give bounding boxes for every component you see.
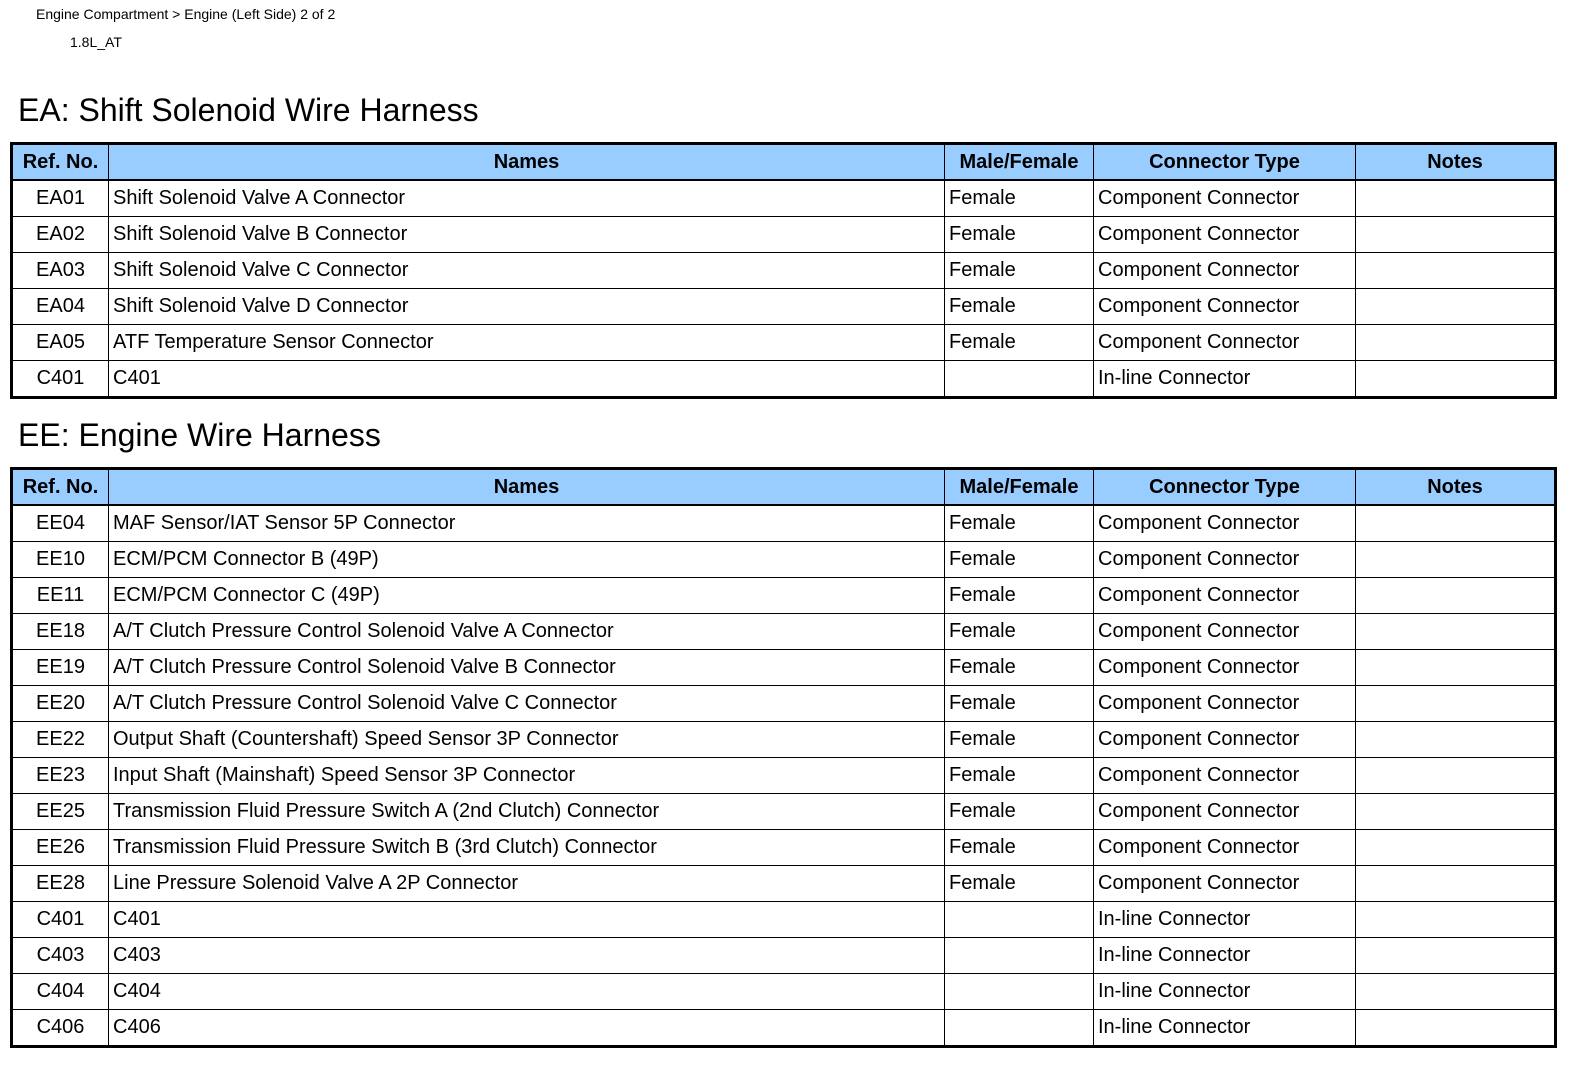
engine-variant-label: 1.8L_AT [70, 34, 122, 50]
column-header-male-female: Male/Female [945, 144, 1094, 181]
column-header-ref: Ref. No. [12, 144, 109, 181]
name-cell: Shift Solenoid Valve C Connector [109, 253, 945, 289]
notes-cell [1356, 794, 1556, 830]
name-cell: C404 [109, 974, 945, 1010]
ref-cell: EA02 [12, 217, 109, 253]
male-female-cell [945, 938, 1094, 974]
notes-cell [1356, 722, 1556, 758]
table-body [12, 180, 1556, 398]
ref-cell: EE04 [12, 505, 109, 542]
ref-cell: EE25 [12, 794, 109, 830]
name-cell: A/T Clutch Pressure Control Solenoid Valve C Connector [109, 686, 945, 722]
notes-cell [1356, 180, 1556, 217]
table-row [12, 902, 1556, 938]
table-row [12, 542, 1556, 578]
name-cell: Transmission Fluid Pressure Switch B (3rd Clutch) Connector [109, 830, 945, 866]
table-row [12, 866, 1556, 902]
male-female-cell: Female [945, 217, 1094, 253]
table-row [12, 974, 1556, 1010]
name-cell: ECM/PCM Connector B (49P) [109, 542, 945, 578]
connector-type-cell: Component Connector [1094, 650, 1356, 686]
connector-type-cell: Component Connector [1094, 830, 1356, 866]
male-female-cell: Female [945, 866, 1094, 902]
notes-cell [1356, 542, 1556, 578]
notes-cell [1356, 758, 1556, 794]
male-female-cell [945, 902, 1094, 938]
table-row [12, 253, 1556, 289]
notes-cell [1356, 650, 1556, 686]
ref-cell: C403 [12, 938, 109, 974]
connector-type-cell: Component Connector [1094, 325, 1356, 361]
connector-type-cell: Component Connector [1094, 289, 1356, 325]
male-female-cell: Female [945, 794, 1094, 830]
table-row [12, 794, 1556, 830]
name-cell: Output Shaft (Countershaft) Speed Sensor 3P Connector [109, 722, 945, 758]
notes-cell [1356, 902, 1556, 938]
connector-type-cell: Component Connector [1094, 722, 1356, 758]
ref-cell: C401 [12, 361, 109, 398]
name-cell: C401 [109, 361, 945, 398]
column-header-male-female: Male/Female [945, 469, 1094, 506]
ref-cell: EE10 [12, 542, 109, 578]
name-cell: Shift Solenoid Valve D Connector [109, 289, 945, 325]
name-cell: ATF Temperature Sensor Connector [109, 325, 945, 361]
connector-type-cell: Component Connector [1094, 253, 1356, 289]
table-row [12, 722, 1556, 758]
ref-cell: EA01 [12, 180, 109, 217]
connector-type-cell: Component Connector [1094, 866, 1356, 902]
connector-type-cell: Component Connector [1094, 758, 1356, 794]
male-female-cell: Female [945, 180, 1094, 217]
column-header-notes: Notes [1356, 469, 1556, 506]
connector-type-cell: Component Connector [1094, 614, 1356, 650]
notes-cell [1356, 217, 1556, 253]
male-female-cell: Female [945, 614, 1094, 650]
ref-cell: EA04 [12, 289, 109, 325]
notes-cell [1356, 505, 1556, 542]
male-female-cell [945, 1010, 1094, 1047]
ref-cell: EE18 [12, 614, 109, 650]
table-row [12, 758, 1556, 794]
male-female-cell: Female [945, 505, 1094, 542]
connector-type-cell: In-line Connector [1094, 361, 1356, 398]
connector-type-cell: Component Connector [1094, 217, 1356, 253]
table-row [12, 650, 1556, 686]
ref-cell: EA03 [12, 253, 109, 289]
notes-cell [1356, 614, 1556, 650]
table-row [12, 289, 1556, 325]
connector-type-cell: In-line Connector [1094, 902, 1356, 938]
table-row [12, 180, 1556, 217]
ref-cell: EE20 [12, 686, 109, 722]
notes-cell [1356, 938, 1556, 974]
table-row [12, 325, 1556, 361]
male-female-cell: Female [945, 650, 1094, 686]
ref-cell: EE23 [12, 758, 109, 794]
notes-cell [1356, 325, 1556, 361]
name-cell: Shift Solenoid Valve B Connector [109, 217, 945, 253]
name-cell: A/T Clutch Pressure Control Solenoid Valve A Connector [109, 614, 945, 650]
name-cell: ECM/PCM Connector C (49P) [109, 578, 945, 614]
notes-cell [1356, 361, 1556, 398]
name-cell: MAF Sensor/IAT Sensor 5P Connector [109, 505, 945, 542]
table-row [12, 361, 1556, 398]
name-cell: Transmission Fluid Pressure Switch A (2nd Clutch) Connector [109, 794, 945, 830]
notes-cell [1356, 866, 1556, 902]
ref-cell: EE19 [12, 650, 109, 686]
table-row [12, 217, 1556, 253]
column-header-notes: Notes [1356, 144, 1556, 181]
ref-cell: EE22 [12, 722, 109, 758]
connector-type-cell: Component Connector [1094, 505, 1356, 542]
name-cell: Line Pressure Solenoid Valve A 2P Connector [109, 866, 945, 902]
male-female-cell: Female [945, 758, 1094, 794]
column-header-names: Names [109, 469, 945, 506]
male-female-cell: Female [945, 578, 1094, 614]
table-row [12, 1010, 1556, 1047]
section-title-ee: EE: Engine Wire Harness [18, 417, 381, 453]
table-row [12, 578, 1556, 614]
notes-cell [1356, 830, 1556, 866]
name-cell: C401 [109, 902, 945, 938]
table-row [12, 686, 1556, 722]
column-header-names: Names [109, 144, 945, 181]
connector-type-cell: In-line Connector [1094, 974, 1356, 1010]
section-title-ea: EA: Shift Solenoid Wire Harness [18, 92, 479, 128]
ref-cell: EA05 [12, 325, 109, 361]
male-female-cell [945, 974, 1094, 1010]
connector-type-cell: Component Connector [1094, 578, 1356, 614]
notes-cell [1356, 578, 1556, 614]
connector-type-cell: Component Connector [1094, 180, 1356, 217]
harness-table-ee [10, 467, 1557, 1048]
male-female-cell: Female [945, 830, 1094, 866]
table-row [12, 614, 1556, 650]
column-header-ref: Ref. No. [12, 469, 109, 506]
ref-cell: EE28 [12, 866, 109, 902]
name-cell: Shift Solenoid Valve A Connector [109, 180, 945, 217]
ref-cell: EE26 [12, 830, 109, 866]
connector-type-cell: Component Connector [1094, 794, 1356, 830]
male-female-cell: Female [945, 722, 1094, 758]
notes-cell [1356, 974, 1556, 1010]
male-female-cell: Female [945, 686, 1094, 722]
notes-cell [1356, 289, 1556, 325]
column-header-connector-type: Connector Type [1094, 469, 1356, 506]
name-cell: C403 [109, 938, 945, 974]
notes-cell [1356, 253, 1556, 289]
notes-cell [1356, 686, 1556, 722]
connector-type-cell: Component Connector [1094, 686, 1356, 722]
table-header-row [12, 469, 1556, 506]
name-cell: Input Shaft (Mainshaft) Speed Sensor 3P Connector [109, 758, 945, 794]
column-header-connector-type: Connector Type [1094, 144, 1356, 181]
notes-cell [1356, 1010, 1556, 1047]
name-cell: A/T Clutch Pressure Control Solenoid Valve B Connector [109, 650, 945, 686]
harness-table-ea [10, 142, 1557, 399]
ref-cell: C404 [12, 974, 109, 1010]
table-row [12, 505, 1556, 542]
male-female-cell: Female [945, 325, 1094, 361]
male-female-cell: Female [945, 542, 1094, 578]
name-cell: C406 [109, 1010, 945, 1047]
table-row [12, 830, 1556, 866]
male-female-cell [945, 361, 1094, 398]
breadcrumb: Engine Compartment > Engine (Left Side) 2 of 2 [36, 6, 336, 22]
table-header-row [12, 144, 1556, 181]
connector-type-cell: In-line Connector [1094, 938, 1356, 974]
table-body [12, 505, 1556, 1047]
connector-type-cell: In-line Connector [1094, 1010, 1356, 1047]
ref-cell: C401 [12, 902, 109, 938]
male-female-cell: Female [945, 289, 1094, 325]
ref-cell: C406 [12, 1010, 109, 1047]
male-female-cell: Female [945, 253, 1094, 289]
ref-cell: EE11 [12, 578, 109, 614]
table-row [12, 938, 1556, 974]
connector-type-cell: Component Connector [1094, 542, 1356, 578]
